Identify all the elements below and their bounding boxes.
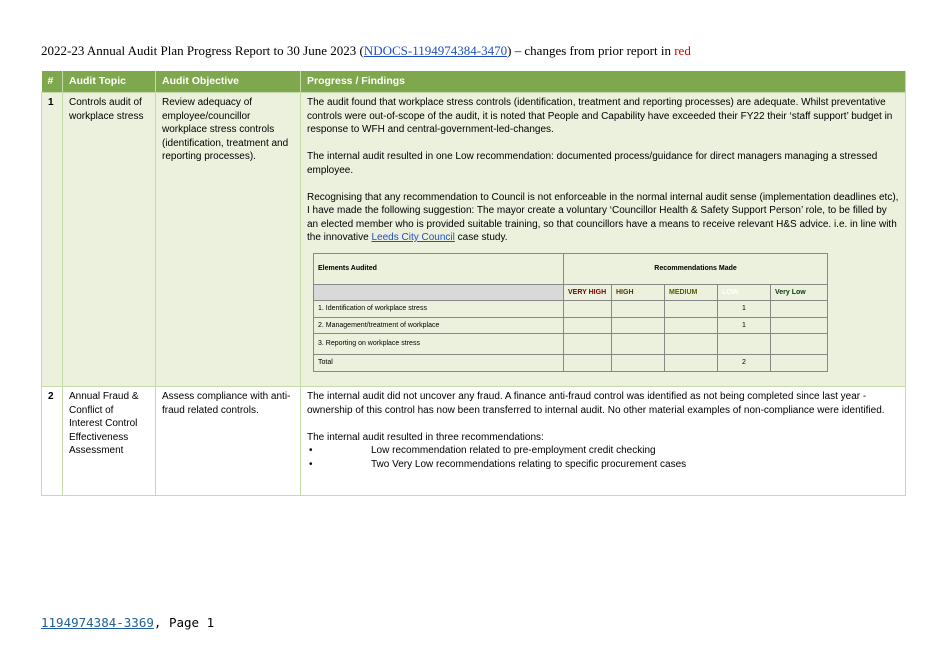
ndocs-link[interactable]: NDOCS-1194974384-3470 <box>363 43 508 58</box>
progress-findings <box>301 93 906 387</box>
recommendations-image <box>307 253 827 371</box>
rec-row: 2. Management/treatment of workplace 1 <box>314 317 828 334</box>
level-medium: MEDIUM <box>665 284 718 301</box>
row-number: 2 <box>42 387 63 496</box>
finding-paragraph: The audit found that workplace stress controls (identification, treatment and reporting processes) are adequate. Whilst preventative controls were out-of-scope of the audit, it is noted that People and Capability have exceeded their FY22 their ‘staff support’ budget in response to WFH and central-government-led-changes. <box>307 97 893 135</box>
page-footer <box>41 615 214 630</box>
header-audit-topic: Audit Topic <box>63 71 156 93</box>
page-number: , Page 1 <box>153 615 215 630</box>
header-number: # <box>42 71 63 93</box>
recommendations-table <box>313 253 828 372</box>
footer-doc-link[interactable]: 1194974384-3369 <box>41 615 154 630</box>
leeds-city-council-link[interactable]: Leeds City Council <box>371 232 455 243</box>
finding-paragraph: The internal audit did not uncover any fraud. A finance anti-fraud control was identified as not being completed since last year - ownership of this control has now been transferred to internal audit. No other material examples of non-compliance were identified. <box>307 391 885 416</box>
recommendations-made-header: Recommendations Made <box>564 253 828 284</box>
bullet-icon: • <box>309 458 313 470</box>
list-item: • Low recommendation related to pre-employment credit checking <box>309 445 656 456</box>
table-header-row <box>42 71 906 93</box>
audit-objective: Assess compliance with anti-fraud related controls. <box>156 387 301 496</box>
audit-topic: Controls audit of workplace stress <box>63 93 156 387</box>
list-item: • Two Very Low recommendations relating to specific procurement cases <box>309 458 687 470</box>
bullet-icon: • <box>309 445 313 456</box>
audit-progress-table <box>41 71 906 496</box>
row-number: 1 <box>42 93 63 387</box>
audit-objective: Review adequacy of employee/councillor workplace stress controls (identification, treatment and reporting processes). <box>156 93 301 387</box>
finding-paragraph: Recognising that any recommendation to Council is not enforceable in the normal internal audit sense (implementation deadlines etc), I have made the following suggestion: The mayor create a voluntary ‘Councillor Health & Safety Support Person’ role, to be filled by an elected member who is provided suitable training, so that councillors have a means to receive relevant H&S advice. i.e. in line with the innovative Leeds City Council case study. <box>307 191 899 243</box>
level-very-high: VERY HIGH <box>564 284 612 301</box>
elements-audited-header: Elements Audited <box>314 253 564 284</box>
table-row <box>42 93 906 387</box>
audit-topic: Annual Fraud & Conflict of Interest Control Effectiveness Assessment <box>63 387 156 496</box>
rec-row: 1. Identification of workplace stress 1 <box>314 301 828 318</box>
header-audit-objective: Audit Objective <box>156 71 301 93</box>
level-low: LOW <box>718 284 771 301</box>
finding-paragraph: The internal audit resulted in one Low recommendation: documented process/guidance for direct managers managing a stressed employee. <box>307 151 878 176</box>
table-row <box>42 387 906 496</box>
rec-row: 3. Reporting on workplace stress <box>314 334 828 355</box>
progress-findings <box>301 387 906 496</box>
level-very-low: Very Low <box>771 284 828 301</box>
header-progress-findings: Progress / Findings <box>301 71 906 93</box>
report-title: 2022-23 Annual Audit Plan Progress Report to 30 June 2023 (NDOCS-1194974384-3470) – changes from prior report in red <box>41 43 691 58</box>
red-text: red <box>674 43 691 58</box>
rec-total-row: Total 2 <box>314 355 828 372</box>
finding-paragraph: The internal audit resulted in three recommendations: <box>307 431 544 443</box>
level-high: HIGH <box>612 284 665 301</box>
